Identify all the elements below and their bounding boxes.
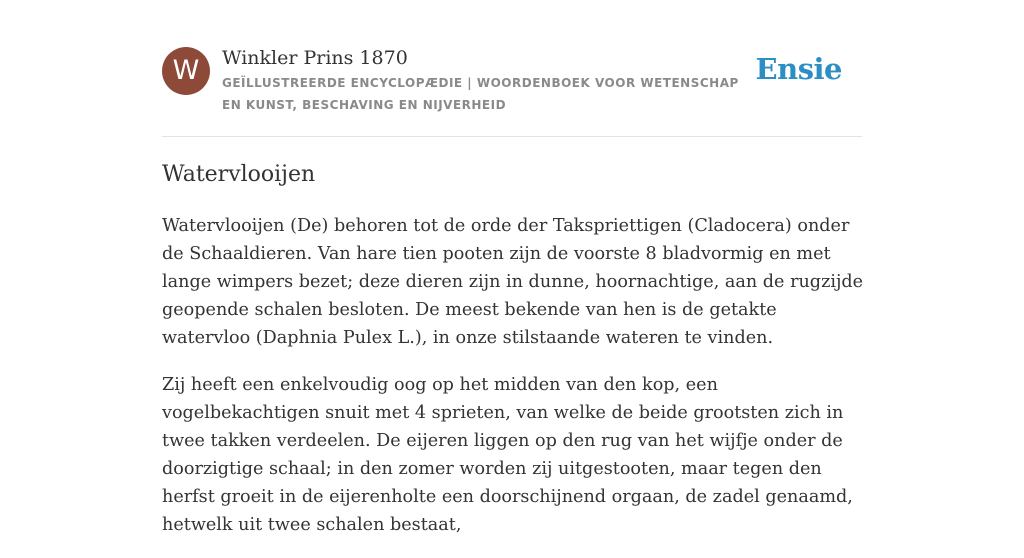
article-body bbox=[162, 212, 868, 558]
ensie-logo[interactable]: Ensie bbox=[755, 52, 842, 86]
source-title[interactable]: Winkler Prins 1870 bbox=[222, 47, 408, 69]
article-paragraph: Zij heeft een enkelvoudig oog op het midden van den kop, een vogelbekachtigen snuit met 4 sprieten, van welke de beide grootsten zich in twee takken verdeelen. De eijeren liggen op den rug van het wijfje onder de doorzigtige schaal; in den zomer worden zij uitgestooten, maar tegen den herfst groeit in de eijerenholte een doorschijnend orgaan, de zadel genaamd, hetwelk uit twee schalen bestaat, bbox=[162, 375, 853, 535]
source-subtitle: GEÏLLUSTREERDE ENCYCLOPÆDIE | WOORDENBOEK VOOR WETENSCHAP EN KUNST, BESCHAVING EN NIJVERHEID bbox=[222, 76, 739, 112]
article-title: Watervlooijen bbox=[162, 162, 316, 187]
source-header bbox=[162, 44, 862, 137]
source-avatar[interactable]: W bbox=[162, 47, 210, 95]
article-paragraph: Watervlooijen (De) behoren tot de orde der Takspriettigen (Cladocera) onder de Schaaldieren. Van hare tien pooten zijn de voorste 8 bladvormig en met lange wimpers bezet; deze dieren zijn in dunne, hoornachtige, aan de rugzijde geopende schalen besloten. De meest bekende van hen is de getakte watervloo (Daphnia Pulex L.), in onze stilstaande wateren te vinden. bbox=[162, 216, 864, 348]
